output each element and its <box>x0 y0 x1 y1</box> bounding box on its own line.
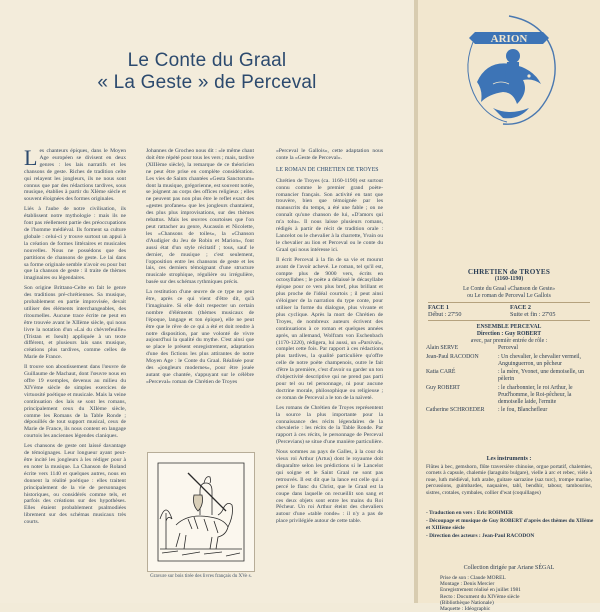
cast-row <box>426 354 596 368</box>
ensemble-block <box>418 324 600 345</box>
cast-row <box>426 385 596 405</box>
cast-actor: Catherine SCHROEDER <box>426 407 485 414</box>
paragraph: Les chanteurs épiques, dans le Moyen Age européen se divisent en deux genres : les lais narratifs et les chansons de geste. Riches de tradition celte qui relayent les jongleurs, ils ne nous sont connus que par des rédactions tardives, sous musique, établies à partir du XIème siècle et souvent éloignées des formes originales. <box>24 148 126 203</box>
cast-role: Perceval <box>498 345 518 351</box>
cast-role: : Un chevalier, le chevalier vermeil, Anguinguerron, un pêcheur <box>498 353 581 367</box>
paragraph: Les chansons de geste ont laissé davantage de témoignages. Leur longueur ayant peut-être incité les jongleurs à les rédiger pour à en noter la musique. La Chanson de Roland écrite vers 1140 et quelques autres, nous en donnent la réalité poétique : elles traitent principalement de la vie de personnages historiques, ou considérés comme tels, et parfois des créations sur des hypothèses. Elles étaient probablement psalmodiées librement sur des schémas musicaux très courts. <box>24 443 126 526</box>
cast-row <box>426 345 596 352</box>
text-column-3 <box>276 148 383 603</box>
side-timings <box>428 304 590 318</box>
woodcut-illustration <box>147 452 255 572</box>
collection-line: Collection dirigée par Ariane SÉGAL <box>463 565 555 571</box>
arion-logo <box>453 12 565 132</box>
author-name: CHRETIEN de TROYES <box>467 268 551 276</box>
woodcut-caption: Gravure sur bois tirée des livres français du XVe s. <box>150 574 252 579</box>
paragraph: Nous sommes au pays de Galles, à la cour du vieux roi Arthur (Artus) dont le royaume doit disparaître selon les prédictions si le Lancelot qui soigne et le Saint Graal ne sont pas retrouvés. Il est dit que la lance est celle qui a percé le flanc du Christ, que le Graal est la coupe dans laquelle on recueillit son sang et ces deux objets sont entre les mains du Roi Pêcheur. Un roi Arthur éteint des chevaliers autour d'une «table ronde» : il n'y a pas de place privilégiée autour de cette table. <box>276 449 383 525</box>
face-2-label: FACE 2 <box>510 304 532 311</box>
album-subtitle-2: ou Le roman de Perceval Le Gallois <box>467 293 551 299</box>
instruments-list: Flûtes à bec, gemshorn, flûte traversière chinoise, orgue portatif, chalemies, cornets à capsule, chalemie (laraguito bulgare), vielle à arc et rebec, vièle à roue, luth médiéval, luth arabe, guitare sarrazine (saz turc), trompe marine, percussions, guimbardes, naquaires, tabl, bendhir, tabour, tambourins, sistres, crotales, cymbales, collier d'wat (coquillages) <box>426 464 592 496</box>
cast-actor: Guy ROBERT <box>426 384 460 391</box>
ensemble-name: ENSEMBLE PERCEVAL <box>476 324 542 330</box>
paragraph: Son origine Brittano-Celte en fait le genre des traditions pré-chrétiennes. Sa musique, probablement en partie improvisée, devait utiliser des éléments interchangeables, des ritournelles. Aucune trace écrite ne peut en être trouvée avant le XIIème siècle, qui nous livre la notation d'un «Lai du chèvrefeuille» (Tristan et Iseult) appliquée à un texte différent, et plusieurs lais sans musique, créations plus tardives, comme celles de Marie de France. <box>24 285 126 361</box>
title-line-1: Le Conte du Graal <box>127 50 287 71</box>
text-column-2 <box>146 148 254 448</box>
face-1-label: FACE 1 <box>428 304 450 311</box>
production-line: Prise de son : Claude MOREL <box>440 575 506 581</box>
paragraph: Les romans de Chrétien de Troyes représentent la source la plus importante pour la connaissance des récits légendaires de la chevalerie : les récits de la Table Ronde. Par rapport à ces récits, le personnage de Perceval (Percevians) se situe d'une manière particulière. <box>276 404 383 446</box>
rule <box>428 302 590 303</box>
recording-details <box>440 575 596 612</box>
logo-lettering: ARION <box>490 33 528 45</box>
album-title-block <box>418 268 600 300</box>
paragraph: «Perceval le Gallois», cette adaptation nous conte la «Geste de Perceval». <box>276 148 383 161</box>
album-subtitle-1: Le Conte du Graal «Chanson de Geste» <box>462 286 556 292</box>
credit-line: - Traduction en vers : Eric ROHMER <box>426 510 513 516</box>
production-line: (Bibliothèque Nationale) <box>440 599 494 606</box>
paragraph: La restitution d'une œuvre de ce type ne peut être, après ce qui vient d'être dit, qu'à l'imaginaire. Si elle doit respecter un certain nombre d'éléments (thèmes musicaux de l'époque, langage et ton épique), elle ne peut être que le rêve de ce qui a été et doit rendre à notre disposition, par une volonté de vivre aujourd'hui la qualité du mythe. C'est ainsi que se place le présent enregistrement, adaptation d'une des fictions les plus attirantes de notre Moyen Age : le Conte du Graal. Réalisée pour des «jongleurs modernes», pour être jouée autant que chantée, s'appuyant sur le célèbre «Perceval» roman de Chrétien de Troyes <box>146 289 254 385</box>
paragraph: Johannes de Grocheo nous dit : «le même chant doit être répété pour tous les vers ; mais, tardive (XIIIème siècle), la remarque de ce théoricien ne peut être prise en complète considération. Les vies de Saints chantées «Gesta Sanctorum» dont la musique, grégorienne, est souvent notée, se joignent au corps des offices religieux ; elles ne peuvent pas non plus être le reflet exact des «gestes profanes» que les jongleurs chantaient, des plus plus improvisations, sur des thèmes rebattus. Mais les œuvres courtoises que l'on peut rattacher au genre, Aucassin et Nicolette, les «Chansons de toiles», la «Chanson d'Audigier du Jeu de Robin et Marion», font aussi état d'un style récitatif ; tous, sauf le dernier, de musique ; c'est seulement, l'opposition entre les chansons de geste et les lais, ces derniers témoignant d'une structure musicale strophique, régulière ou irrégulière, basée sur des schémas rythmiques précis. <box>146 148 254 286</box>
credit-line: - Découpage et musique de Guy ROBERT d'après des thèmes du XIIème et XIIIème siècle <box>426 518 594 531</box>
production-line: Montage : Denis Mercier <box>440 581 495 588</box>
title-line-2: « La Geste » de Perceval <box>97 72 317 93</box>
cast-role: : le fou, Blanchefleur <box>498 407 548 414</box>
production-line: Enregistrement réalisé en juillet 1981 <box>440 587 521 594</box>
face-2-time: Suite et fin : 27'05 <box>510 311 556 318</box>
face-1-time: Début : 27'50 <box>428 311 462 318</box>
author-dates: (1160-1190) <box>494 276 524 282</box>
ensemble-direction: Direction : Guy ROBERT <box>476 331 542 337</box>
paragraph: Chrétien de Troyes (ca. 1160-1190) est surtout connu comme le premier grand poète-romancier français. Son activité en tant que trouvère, bien que témoignée par les manuscrits du temps, a été une fable ; on ne connaît qu'une chanson de lui, «D'amors qui m'a tolu». Il nous laisse plusieurs romans, rédigés à partir de récit de tradition orale : Lancelot ou le chevalier à la charrette, Yvain ou le chevalier au lion et Perceval ou le conte du Graal qui nous intéresse ici. <box>276 177 383 253</box>
credit-line: - Direction des acteurs : Jean-Paul RACODON <box>426 533 535 540</box>
instruments-heading: Les instruments : <box>486 456 532 462</box>
appearance-note: avec, par premièr entrée de rôle : <box>470 338 548 344</box>
cast-actor: Katia CARÉ <box>426 369 456 376</box>
production-line: Recto : Document du XIVème siècle <box>440 593 520 600</box>
cast-role: : la mère, Yvonet, une demoiselle, un pèlerin <box>498 369 584 383</box>
cast-list <box>426 345 596 416</box>
paragraph: Il écrit Perceval à la fin de sa vie et mourut avant de l'avoir achevé. Le roman, tel qu'il est, compte plus de 9000 vers, écrits en octosyllabes ; le poète a délaissé le décasyllabe épique pour ce vers plus bref, plus brillant et plus proche de l'idéal courtois ; il peut ainsi s'éloigner de la narration du type conte, pour utiliser la forme du dialogue, plus vivante et plus cyclique. Après la mort de Chrétien de Troyes, de nombreux auteurs écrivent des continuations à ce roman et quelques années après, un allemand, Wolfram von Eschenbach (1170-1220), rédigera, lui aussi, un «Parsival», complet cette fois. Par rapport à ces rédactions plus tardives, la qualité particulière qu'offre celle de notre poète champenois, outre le fait d'être la première, c'est d'avoir su garder un ton d'objectivité descriptive qui ne prend pas parti pour tel ou tel personnage, ni pour aucune doctrine morale, philosophique ou religieuse ; ce roman de Perceval a le ton de la naïveté. <box>276 256 383 401</box>
cast-role: : le charbonnier, le roi Arthur, le Prud'homme, le Roi-pêcheur, la demoiselle laide, l'ermite <box>498 384 573 405</box>
rule <box>428 320 590 321</box>
paragraph: Il trouve son aboutissement dans l'œuvre de Guillaume de Machaut, dont l'œuvre nous en offre 19 exemples, devenus au milieu du XIVème siècle de simples exercices de virtuosité poétique et musicale. Mais la veine continuation des lais se sont les romans, principalement ceux du XIIème siècle, comme les Romans de la Table Ronde ; dépouillés de tout support musical, ceux de Marie de France, ils nous content en langage courtois les anciennes légendes claniques. <box>24 364 126 440</box>
production-credits <box>426 510 594 542</box>
cast-row <box>426 369 596 383</box>
cast-row <box>426 407 596 414</box>
text-column-1 <box>24 148 126 603</box>
drop-cap: L <box>24 148 38 170</box>
paragraph: Liés à l'aube de notre civilisation, ils établissent notre mythologie : mais ils ne font pas réellement partie des préoccupations de l'homme médiéval. Ils forment sa culture globale : celui-ci y trouve surtout un appui à la création de formes littéraires et musicales nouvelles. Nous ne possédons que des partitions de chansons de geste. Le lai dans sa forme originale semble n'avoir eu pour but que la chanson de geste : il traite de thèmes imaginaires ou légendaires. <box>24 206 126 282</box>
section-heading: LE ROMAN DE CHRETIEN DE TROYES <box>276 166 379 173</box>
production-line: Maquette : Idéographic <box>440 606 491 612</box>
credits-panel <box>418 0 600 612</box>
cast-actor: Jean-Paul RACODON <box>426 353 479 360</box>
cast-actor: Alain SERVE <box>426 345 459 351</box>
